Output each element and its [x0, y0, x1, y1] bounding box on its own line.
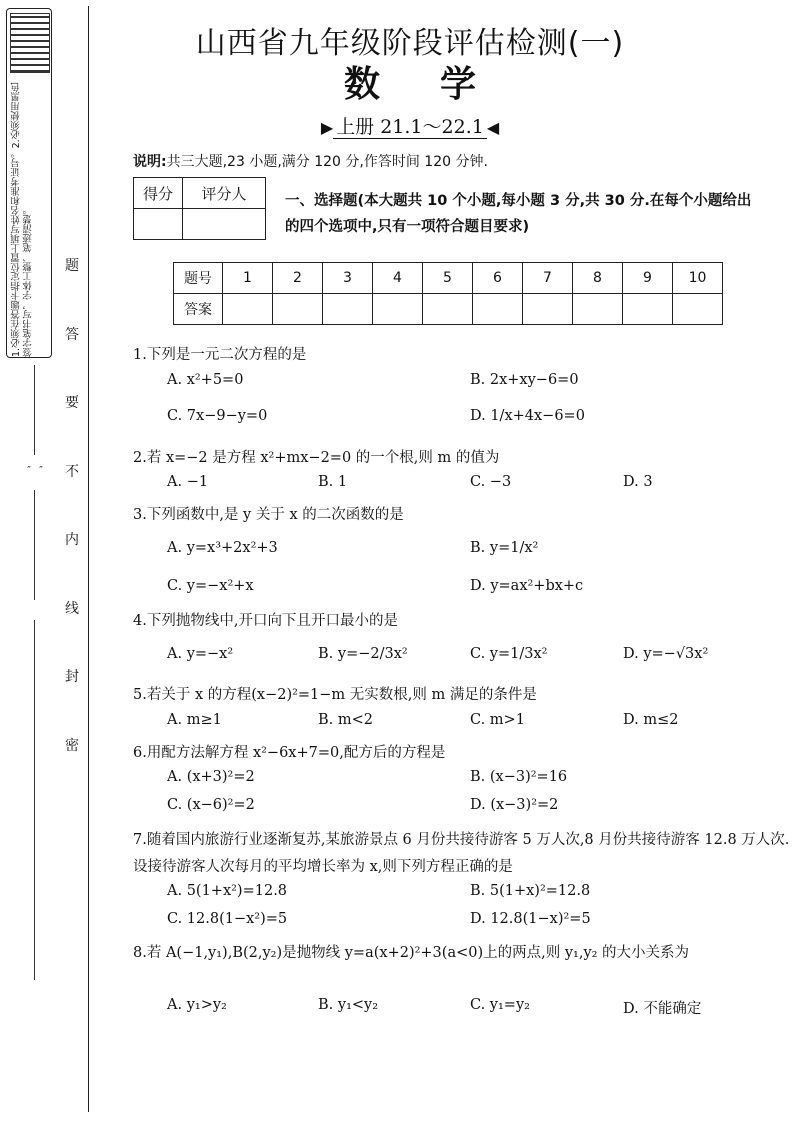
option-a: A. (x+3)²=2: [167, 769, 255, 785]
option-d: D. 12.8(1−x)²=5: [470, 911, 591, 927]
question-number-label: 题号: [174, 263, 223, 294]
option-d: D. 3: [623, 474, 653, 490]
option-d: D. y=ax²+bx+c: [470, 578, 584, 594]
question-stem: 7.随着国内旅游行业逐渐复苏,某旅游景点 6 月份共接待游客 5 万人次,8 月份共接待游客 12.8 万人次.设接待游客人次每月的平均增长率为 x,则下列方程正确的是: [133, 832, 790, 875]
instructions-label: 说明:: [133, 154, 167, 170]
option-c: C. y=−x²+x: [167, 578, 254, 594]
answer-cell[interactable]: [473, 294, 523, 325]
question-stem: 6.用配方法解方程 x²−6x+7=0,配方后的方程是: [133, 745, 446, 761]
chapter-range: [90, 112, 730, 139]
question-stem: 8.若 A(−1,y₁),B(2,y₂)是抛物线 y=a(x+2)²+3(a<0)上的两点,则 y₁,y₂ 的大小关系为: [133, 945, 690, 961]
option-c: C. 12.8(1−x²)=5: [167, 911, 288, 927]
answer-cell[interactable]: [673, 294, 723, 325]
option-d: D. m≤2: [623, 712, 679, 728]
question-number: 5: [423, 263, 473, 294]
option-b: B. y=1/x²: [470, 540, 539, 556]
option-c: C. (x−6)²=2: [167, 797, 255, 813]
seal-char: 题: [65, 258, 79, 274]
question-number: 9: [623, 263, 673, 294]
instructions: [133, 151, 488, 171]
option-d: D. 不能确定: [623, 1001, 702, 1017]
option-c: C. y₁=y₂: [470, 997, 530, 1013]
answer-cell[interactable]: [373, 294, 423, 325]
answer-cell[interactable]: [573, 294, 623, 325]
hatch-pattern: [10, 13, 50, 73]
seal-char: 线: [65, 600, 79, 617]
option-a: A. y₁>y₂: [167, 997, 227, 1013]
triangle-left-icon: ◀: [486, 118, 500, 137]
answer-cell[interactable]: [423, 294, 473, 325]
score-header: 得分: [134, 178, 183, 209]
question-number: 1: [223, 263, 273, 294]
question-2: [133, 446, 499, 467]
option-b: B. 2x+xy−6=0: [470, 372, 579, 388]
question-stem: 2.若 x=−2 是方程 x²+mx−2=0 的一个根,则 m 的值为: [133, 450, 500, 466]
option-d: D. y=−√3x²: [623, 646, 709, 662]
question-6: [133, 741, 445, 762]
question-number: 10: [673, 263, 723, 294]
question-number: 8: [573, 263, 623, 294]
option-a: A. −1: [167, 474, 209, 490]
option-b: B. 5(1+x)²=12.8: [470, 883, 591, 899]
cut-line: [88, 6, 89, 1112]
notes-text: 1.必须在答题卡指定位置上填写姓名和准考证号。2.必须使用黑色签字笔书写，字体工整、笔迹清楚。: [11, 82, 34, 357]
answer-label: 答案: [174, 294, 223, 325]
option-a: A. 5(1+x²)=12.8: [167, 883, 288, 899]
question-stem: 5.若关于 x 的方程(x−2)²=1−m 无实数根,则 m 满足的条件是: [133, 687, 537, 703]
answer-cell[interactable]: [323, 294, 373, 325]
option-b: B. m<2: [318, 712, 373, 728]
instructions-text: 共三大题,23 小题,满分 120 分,作答时间 120 分钟.: [166, 154, 488, 170]
option-b: B. (x−3)²=16: [470, 769, 568, 785]
answer-table: [173, 262, 723, 325]
option-a: A. y=−x²: [167, 646, 234, 662]
binding-margin: [0, 0, 90, 1123]
seal-char: 内: [65, 532, 79, 549]
section-heading: 一、选择题(本大题共 10 个小题,每小题 3 分,共 30 分.在每个小题给出的四个选项中,只有一项符合题目要求): [285, 193, 752, 235]
grader-header: 评分人: [183, 178, 266, 209]
option-c: C. −3: [470, 474, 512, 490]
option-d: D. (x−3)²=2: [470, 797, 559, 813]
question-7: [133, 827, 794, 881]
seal-char: 答: [65, 326, 79, 343]
question-number: 3: [323, 263, 373, 294]
question-number: 6: [473, 263, 523, 294]
answer-cell[interactable]: [223, 294, 273, 325]
question-stem: 4.下列抛物线中,开口向下且开口最小的是: [133, 613, 398, 629]
score-cell[interactable]: [134, 209, 183, 240]
question-4: [133, 609, 398, 630]
option-c: C. 7x−9−y=0: [167, 408, 268, 424]
option-a: A. x²+5=0: [167, 372, 244, 388]
answer-cell[interactable]: [273, 294, 323, 325]
notes-box: [6, 8, 52, 358]
grader-cell[interactable]: [183, 209, 266, 240]
option-a: A. y=x³+2x²+3: [167, 540, 278, 556]
option-c: C. y=1/3x²: [470, 646, 548, 662]
option-a: A. m≥1: [167, 712, 222, 728]
triangle-right-icon: ▶: [320, 118, 334, 137]
option-c: C. m>1: [470, 712, 525, 728]
score-table: [133, 177, 266, 240]
question-number: 2: [273, 263, 323, 294]
option-b: B. y=−2/3x²: [318, 646, 408, 662]
question-3: [133, 503, 404, 524]
seal-char: 不: [65, 463, 79, 480]
option-b: B. 1: [318, 474, 348, 490]
question-stem: 1.下列是一元二次方程的是: [133, 347, 307, 363]
exam-title: 山西省九年级阶段评估检测(一): [195, 26, 625, 61]
student-info-lines: ″ ″: [22, 365, 48, 985]
question-5: [133, 683, 537, 704]
range-text: 上册 21.1～22.1: [333, 116, 487, 139]
seal-char: 密: [65, 737, 79, 754]
option-d: D. 1/x+4x−6=0: [470, 408, 585, 424]
subject-title: 数学: [343, 64, 536, 105]
question-number: 7: [523, 263, 573, 294]
question-1: [133, 343, 306, 364]
question-number: 4: [373, 263, 423, 294]
seal-char: 要: [65, 395, 79, 412]
seal-line-text: [60, 255, 84, 755]
option-b: B. y₁<y₂: [318, 997, 379, 1013]
question-stem: 3.下列函数中,是 y 关于 x 的二次函数的是: [133, 507, 404, 523]
answer-cell[interactable]: [523, 294, 573, 325]
question-8: [133, 940, 689, 967]
seal-char: 封: [65, 669, 79, 686]
answer-cell[interactable]: [623, 294, 673, 325]
